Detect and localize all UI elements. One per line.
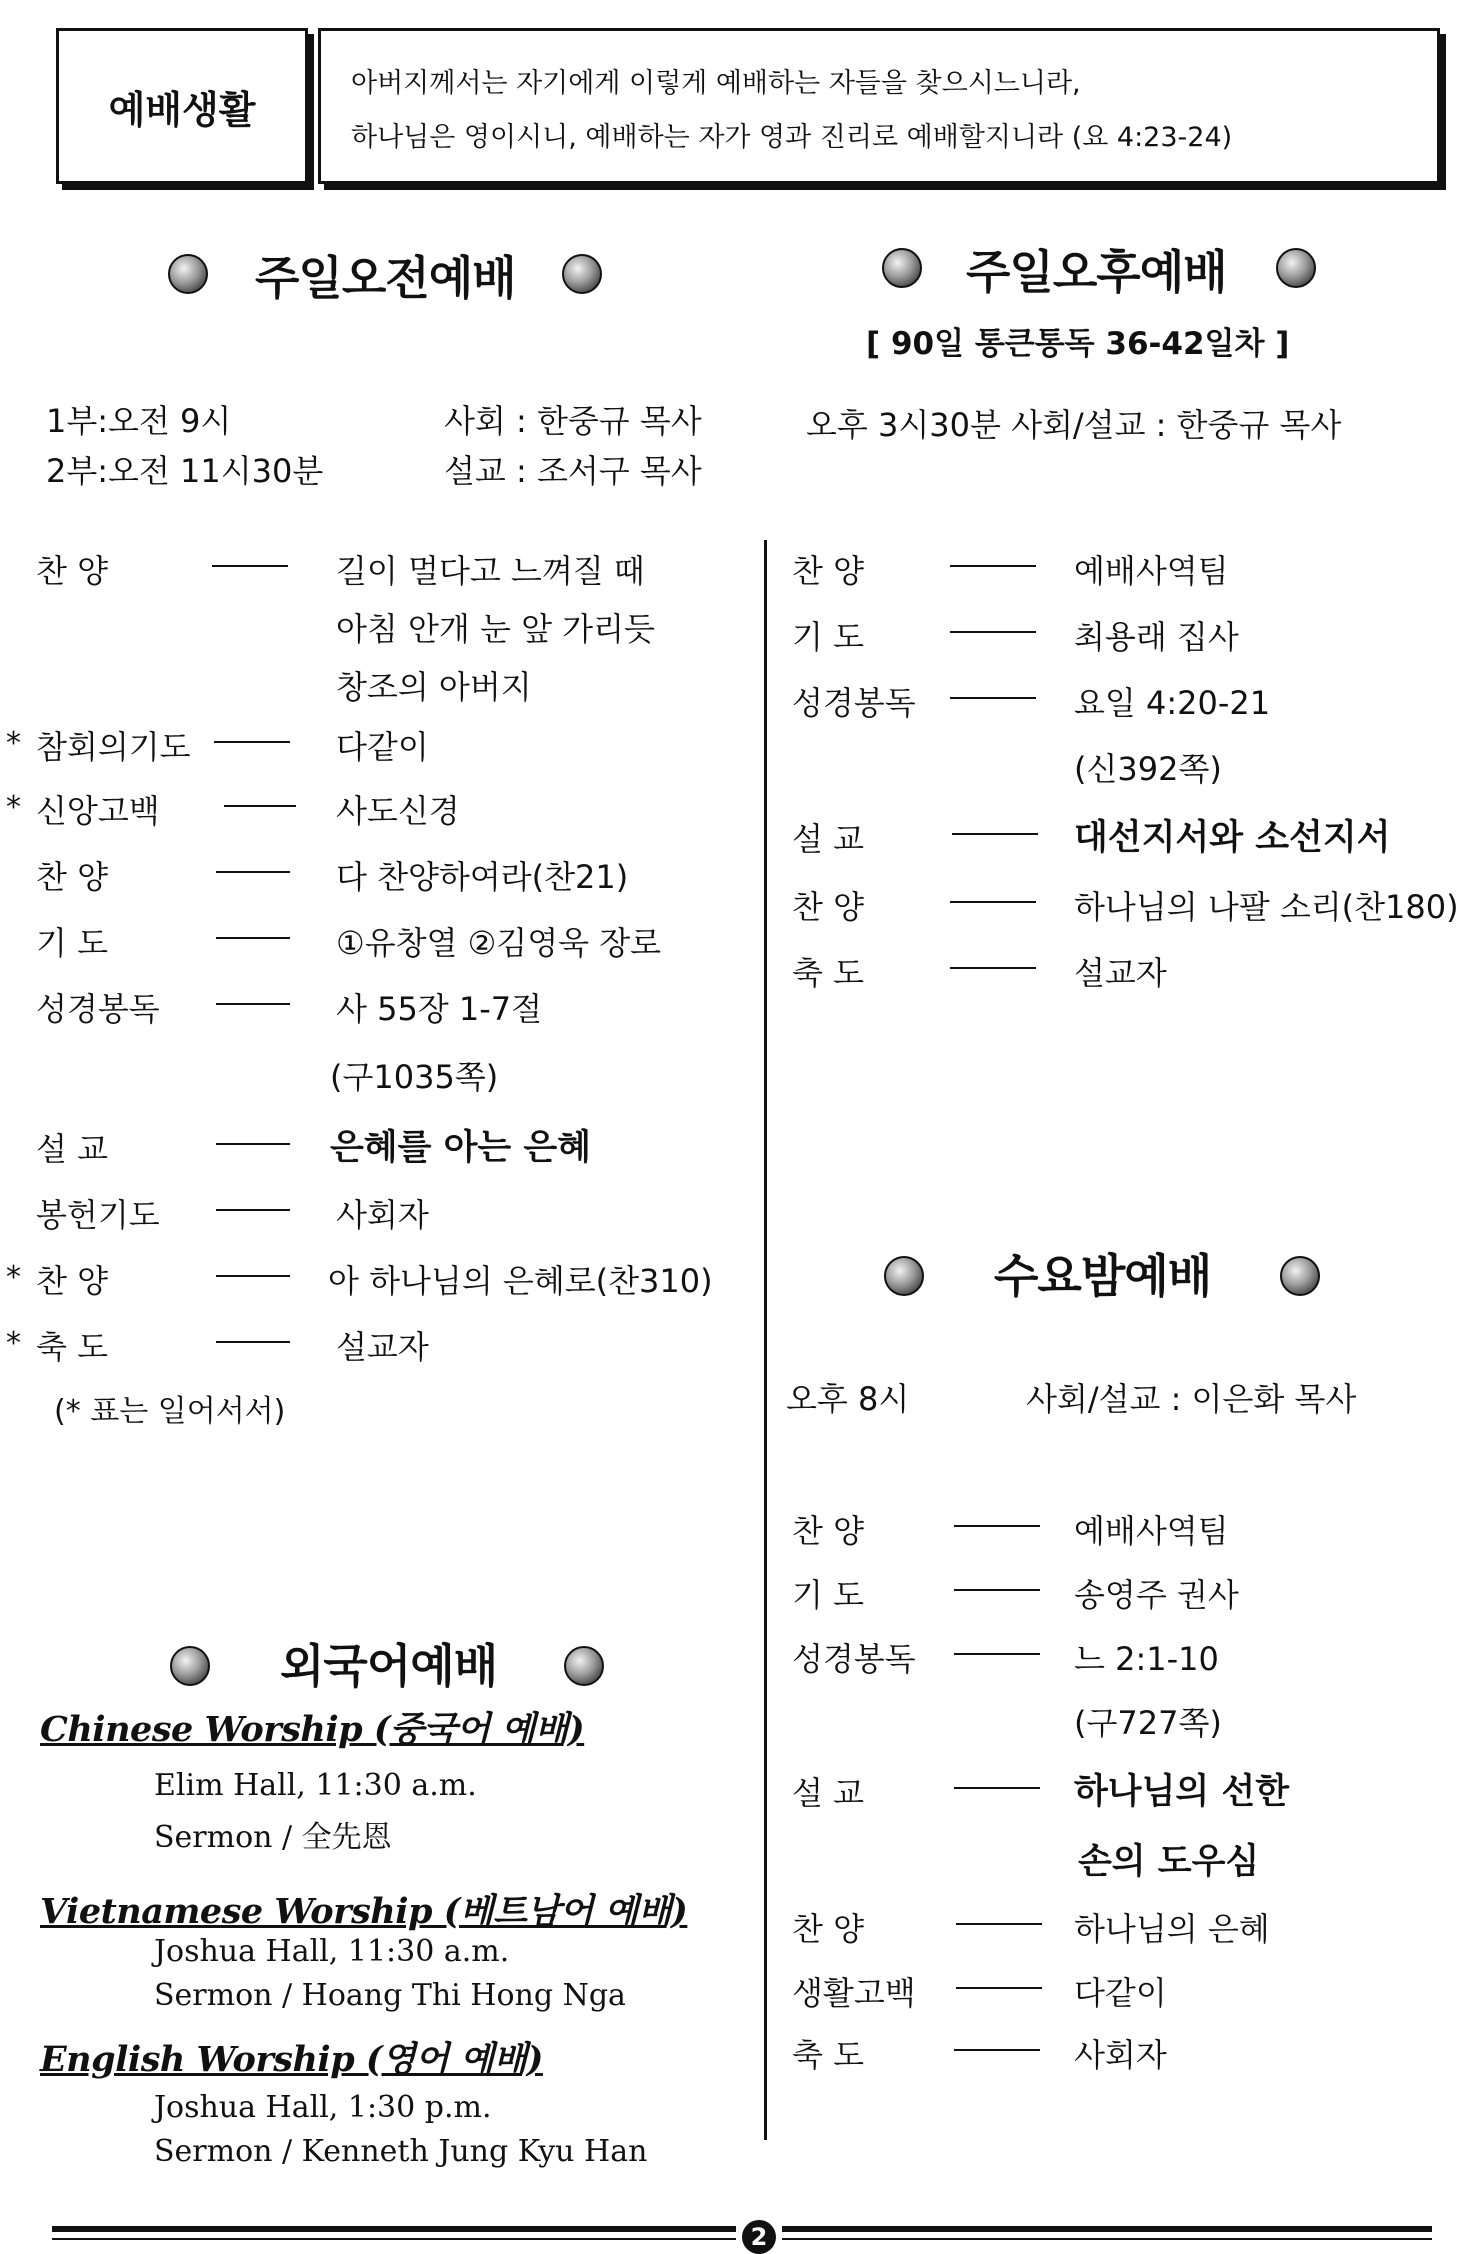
divider-dash — [216, 1341, 290, 1343]
divider-dash — [950, 565, 1036, 567]
bullet-icon — [170, 1646, 210, 1686]
order-label: 찬 양 — [792, 552, 864, 590]
divider-dash — [954, 1589, 1040, 1591]
order-value: 설교자 — [1074, 954, 1167, 992]
order-value: 사회자 — [1074, 2036, 1167, 2074]
order-value: 사도신경 — [336, 792, 460, 830]
bullet-icon — [1280, 1256, 1320, 1296]
order-label: 성경봉독 — [36, 990, 160, 1028]
divider-dash — [224, 805, 296, 807]
order-value: 다같이 — [1074, 1974, 1167, 2012]
bullet-icon — [168, 254, 208, 294]
column-divider — [764, 540, 767, 2140]
order-label: 기 도 — [792, 1576, 864, 1614]
order-label: 축 도 — [36, 1328, 108, 1366]
bullet-icon — [882, 248, 922, 288]
order-value: 하나님의 은혜 — [1074, 1910, 1270, 1948]
divider-dash — [954, 1525, 1040, 1527]
order-label: 찬 양 — [36, 552, 108, 590]
footer-rule-right — [782, 2238, 1432, 2240]
order-label: 찬 양 — [36, 858, 108, 896]
divider-dash — [950, 901, 1036, 903]
afternoon-info: 오후 3시30분 사회/설교 : 한중규 목사 — [806, 406, 1342, 444]
divider-dash — [954, 1653, 1040, 1655]
order-value: 사회자 — [336, 1196, 429, 1234]
order-value: 하나님의 나팔 소리(찬180) — [1074, 888, 1459, 926]
order-label: 성경봉독 — [792, 1640, 916, 1678]
order-value: 아 하나님의 은혜로(찬310) — [328, 1262, 713, 1300]
order-label: 축 도 — [792, 2036, 864, 2074]
divider-dash — [950, 631, 1036, 633]
order-label: 설 교 — [792, 1774, 864, 1812]
foreign-title: 외국어예배 — [280, 1639, 498, 1693]
order-value: 사 55장 1-7절 — [336, 990, 543, 1028]
standing-mark: * — [6, 726, 21, 761]
order-value: 길이 멀다고 느껴질 때 — [336, 552, 645, 590]
order-value: 송영주 권사 — [1074, 1576, 1239, 1614]
divider-dash — [216, 937, 290, 939]
sermon-title: 은혜를 아는 은혜 — [330, 1128, 592, 1168]
order-label: 찬 양 — [36, 1262, 108, 1300]
morning-time-2: 2부:오전 11시30분 — [46, 452, 324, 490]
order-label: 찬 양 — [792, 1512, 864, 1550]
morning-preacher: 설교 : 조서구 목사 — [444, 452, 702, 490]
divider-dash — [216, 1209, 290, 1211]
order-label: 축 도 — [792, 954, 864, 992]
divider-dash — [216, 1275, 290, 1277]
sermon-title: 하나님의 선한 — [1074, 1772, 1290, 1812]
divider-dash — [954, 2049, 1040, 2051]
morning-title: 주일오전예배 — [255, 251, 516, 305]
section-label: 예배생활 — [108, 87, 256, 132]
chinese-worship-heading: Chinese Worship (중국어 예배) — [40, 1709, 585, 1750]
english-worship-preacher: Sermon / Kenneth Jung Kyu Han — [154, 2134, 648, 2169]
order-value: 창조의 아버지 — [336, 668, 532, 706]
divider-dash — [950, 697, 1036, 699]
order-label: 성경봉독 — [792, 684, 916, 722]
english-worship-location: Joshua Hall, 1:30 p.m. — [154, 2090, 492, 2125]
bullet-icon — [564, 1646, 604, 1686]
order-value: (구727쪽) — [1074, 1704, 1222, 1742]
footer-rule-left — [52, 2226, 736, 2232]
morning-host: 사회 : 한중규 목사 — [444, 402, 702, 440]
sermon-title: 손의 도우심 — [1078, 1842, 1260, 1882]
order-value: ①유창열 ②김영욱 장로 — [336, 924, 662, 962]
order-value: 느 2:1-10 — [1074, 1640, 1219, 1678]
footer-rule-right — [782, 2226, 1432, 2232]
order-value: 아침 안개 눈 앞 가리듯 — [336, 610, 655, 648]
scripture-line-2: 하나님은 영이시니, 예배하는 자가 영과 진리로 예배할지니라 (요 4:23-24) — [351, 122, 1233, 153]
order-value: 다같이 — [336, 728, 429, 766]
chinese-worship-location: Elim Hall, 11:30 a.m. — [154, 1768, 477, 1803]
divider-dash — [216, 1143, 290, 1145]
order-label: 설 교 — [36, 1130, 108, 1168]
order-value: (신392쪽) — [1074, 750, 1222, 788]
divider-dash — [954, 1787, 1040, 1789]
wednesday-host: 사회/설교 : 이은화 목사 — [1026, 1380, 1357, 1418]
divider-dash — [950, 967, 1036, 969]
order-label: 생활고백 — [792, 1974, 916, 2012]
wednesday-time: 오후 8시 — [786, 1380, 910, 1418]
section-label-box — [56, 28, 308, 184]
divider-dash — [216, 1003, 290, 1005]
standing-mark: * — [6, 790, 21, 825]
page-number: 2 — [742, 2220, 776, 2254]
bullet-icon — [562, 254, 602, 294]
sermon-title: 대선지서와 소선지서 — [1074, 818, 1391, 858]
bullet-icon — [1276, 248, 1316, 288]
order-value: 예배사역팀 — [1074, 1512, 1229, 1550]
divider-dash — [956, 1987, 1042, 1989]
scripture-line-1: 아버지께서는 자기에게 이렇게 예배하는 자들을 찾으시느니라, — [351, 68, 1081, 99]
divider-dash — [214, 741, 290, 743]
standing-mark: * — [6, 1326, 21, 1361]
standing-mark: * — [6, 1260, 21, 1295]
standing-note: (* 표는 일어서서) — [54, 1394, 286, 1429]
order-value: 요일 4:20-21 — [1074, 684, 1271, 722]
vietnamese-worship-heading: Vietnamese Worship (베트남어 예배) — [40, 1891, 688, 1932]
order-value: 설교자 — [336, 1328, 429, 1366]
vietnamese-worship-preacher: Sermon / Hoang Thi Hong Nga — [154, 1978, 626, 2013]
order-label: 참회의기도 — [36, 728, 191, 766]
divider-dash — [952, 833, 1038, 835]
order-value: 다 찬양하여라(찬21) — [336, 858, 629, 896]
order-label: 찬 양 — [792, 888, 864, 926]
order-label: 찬 양 — [792, 1910, 864, 1948]
order-label: 신앙고백 — [36, 792, 160, 830]
divider-dash — [956, 1923, 1042, 1925]
order-label: 기 도 — [36, 924, 108, 962]
chinese-worship-preacher: Sermon / 全先恩 — [154, 1820, 392, 1855]
divider-dash — [216, 871, 290, 873]
scripture-box — [318, 28, 1440, 184]
english-worship-heading: English Worship (영어 예배) — [40, 2039, 543, 2080]
vietnamese-worship-location: Joshua Hall, 11:30 a.m. — [154, 1934, 510, 1969]
wednesday-title: 수요밤예배 — [994, 1249, 1212, 1303]
order-label: 설 교 — [792, 820, 864, 858]
order-value: (구1035쪽) — [330, 1058, 499, 1096]
order-label: 봉헌기도 — [36, 1196, 160, 1234]
bullet-icon — [884, 1256, 924, 1296]
divider-dash — [212, 565, 288, 567]
morning-time-1: 1부:오전 9시 — [46, 402, 232, 440]
afternoon-subtitle: [ 90일 통큰통독 36-42일차 ] — [866, 326, 1290, 362]
afternoon-title: 주일오후예배 — [966, 245, 1227, 299]
order-value: 최용래 집사 — [1074, 618, 1239, 656]
footer-rule-left — [52, 2238, 736, 2240]
order-label: 기 도 — [792, 618, 864, 656]
order-value: 예배사역팀 — [1074, 552, 1229, 590]
